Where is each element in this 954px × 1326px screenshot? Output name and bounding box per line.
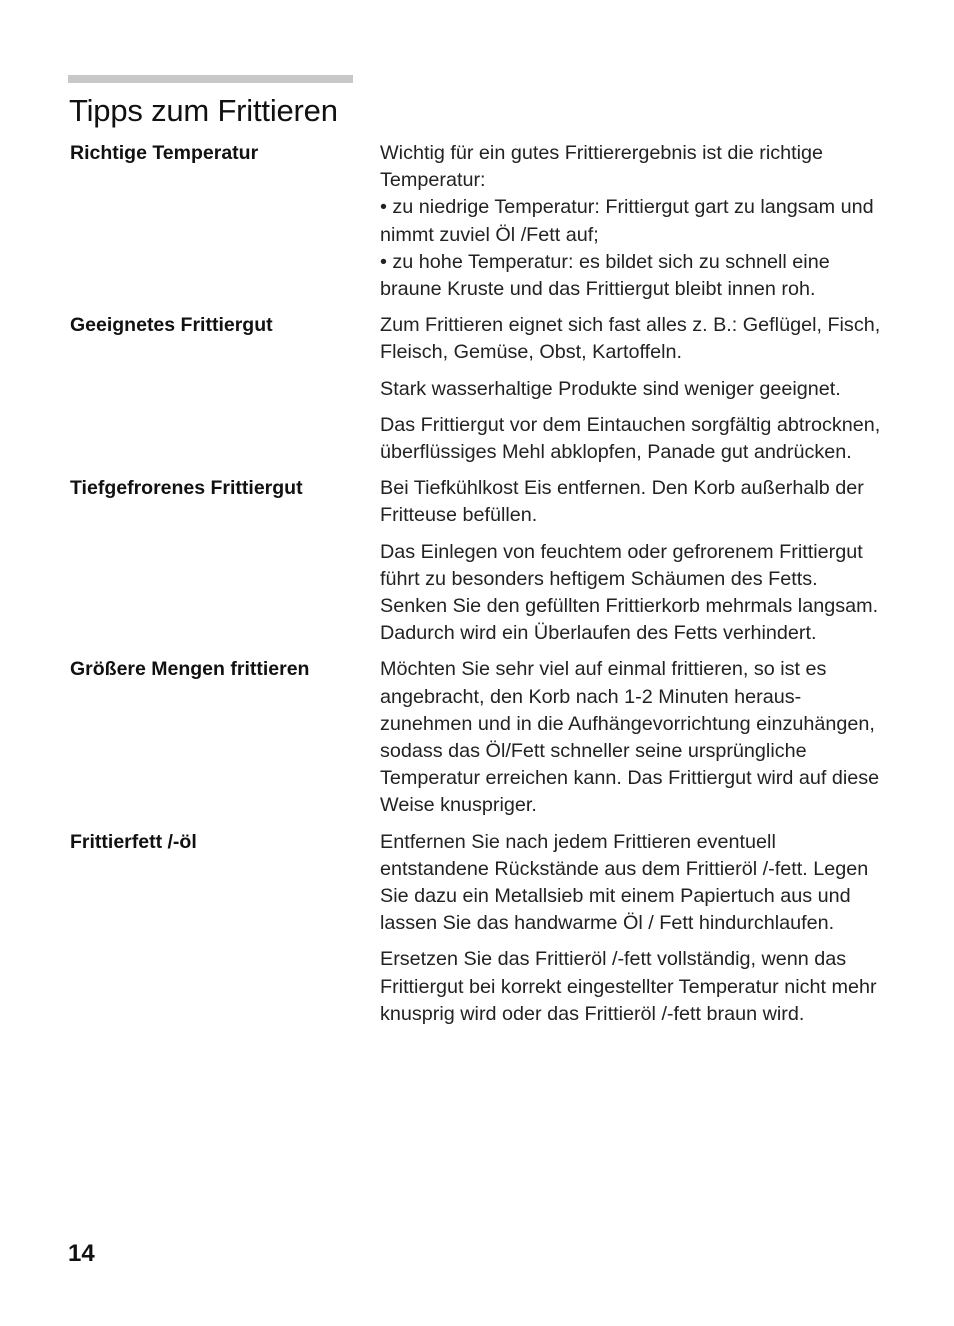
section-paragraph: Ersetzen Sie das Frittieröl /-fett vollständig, wenn das Frittiergut bei korrekt eingestellter Temperatur nicht mehr knusprig wird oder das Frittieröl /-fett braun wird. bbox=[380, 948, 877, 1025]
section-body bbox=[380, 475, 890, 647]
section-paragraph: Möchten Sie sehr viel auf einmal frittieren, so ist es angebracht, den Korb nach 1-2 Minuten heraus-zunehmen und in die Aufhängevorrichtung einzuhängen, sodass das Öl/Fett schneller seine ursprüngliche Temperatur erreichen kann. Das Frittiergut wird auf diese Weise knuspriger. bbox=[380, 658, 880, 817]
page-title: Tipps zum Frittieren bbox=[69, 93, 338, 128]
tip-section bbox=[70, 312, 890, 466]
section-body bbox=[380, 829, 890, 1028]
section-heading: Frittierfett /-öl bbox=[70, 830, 197, 853]
section-heading: Richtige Temperatur bbox=[70, 142, 259, 164]
section-paragraph: Das Frittiergut vor dem Eintauchen sorgfältig abtrocknen, überflüssiges Mehl abklopfen, Panade gut andrücken. bbox=[380, 413, 881, 464]
section-heading: Geeignetes Frittiergut bbox=[70, 314, 273, 337]
tip-section bbox=[70, 140, 890, 303]
page-number: 14 bbox=[68, 1240, 95, 1267]
section-paragraph: Stark wasserhaltige Produkte sind weniger geeignet. bbox=[380, 377, 841, 400]
section-body bbox=[380, 140, 890, 303]
section-body bbox=[380, 656, 890, 819]
section-paragraph: Bei Tiefkühlkost Eis entfernen. Den Korb außerhalb der Fritteuse befüllen. bbox=[380, 477, 864, 527]
section-paragraph: Zum Frittieren eignet sich fast alles z. B.: Geflügel, Fisch, Fleisch, Gemüse, Obst, Kartoffeln. bbox=[380, 314, 881, 364]
section-body bbox=[380, 312, 890, 466]
section-heading: Tiefgefrorenes Frittiergut bbox=[70, 477, 303, 500]
section-heading: Größere Mengen frittieren bbox=[70, 658, 310, 681]
tip-section bbox=[70, 829, 890, 1028]
tip-section bbox=[70, 475, 890, 647]
section-paragraph: Entfernen Sie nach jedem Frittieren eventuell entstandene Rückstände aus dem Frittieröl /-fett. Legen Sie dazu ein Metallsieb mit einem Papiertuch aus und lassen Sie das handwarme Öl / Fett hindurchlaufen. bbox=[380, 830, 869, 935]
section-paragraph: Das Einlegen von feuchtem oder gefrorenem Frittiergut führt zu besonders heftigem Schäumen des Fetts. Senken Sie den gefüllten Frittierkorb mehrmals langsam. Dadurch wird ein Überlaufen des Fetts verhindert. bbox=[380, 540, 879, 645]
tips-sections bbox=[70, 140, 890, 1037]
section-paragraph: Wichtig für ein gutes Frittierergebnis ist die richtige Temperatur: • zu niedrige Temperatur: Frittiergut gart zu langsam und nimmt zuviel Öl /Fett auf; • zu hohe Temperatur: es bildet sich zu schnell eine braune Kruste und das Frittiergut bleibt innen roh. bbox=[380, 142, 874, 301]
tip-section bbox=[70, 656, 890, 819]
title-rule bbox=[68, 75, 353, 83]
